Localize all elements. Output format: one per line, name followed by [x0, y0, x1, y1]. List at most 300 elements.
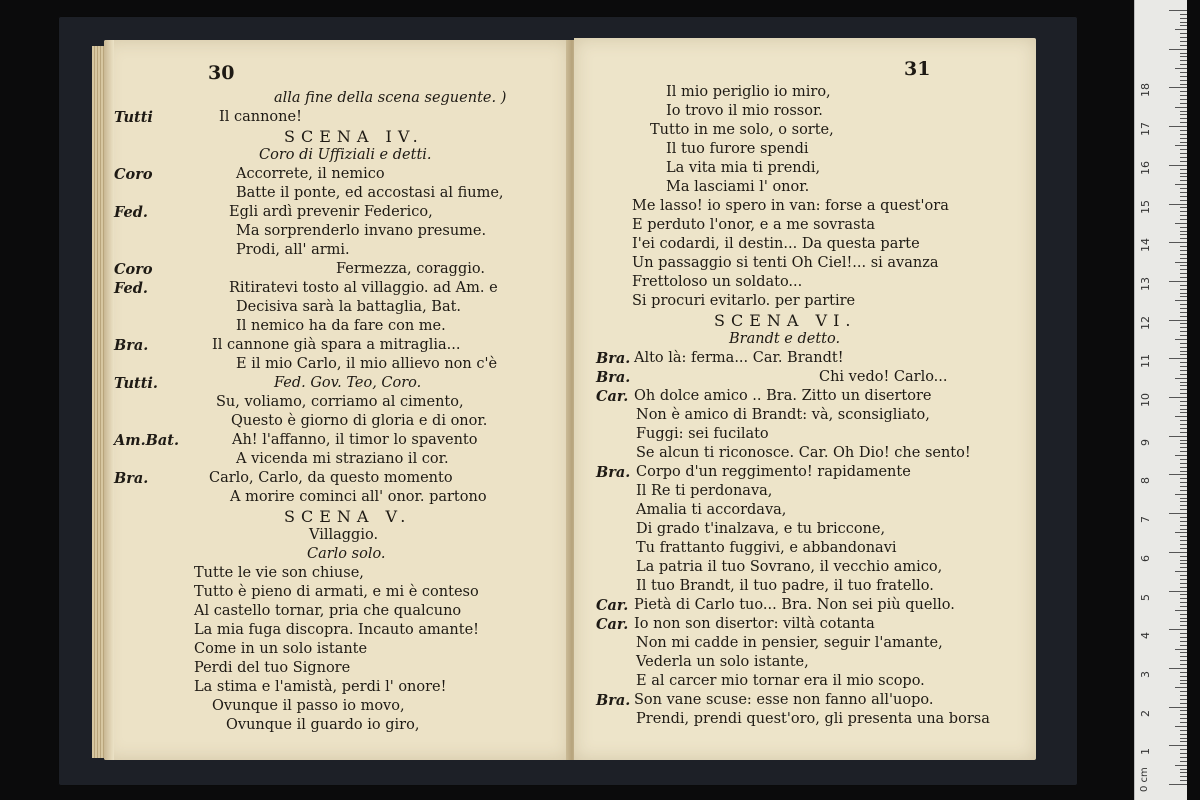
ruler-tick	[1180, 664, 1187, 665]
speaker-label: Bra.	[114, 470, 149, 487]
text-line: Il Re ti perdonava,	[636, 483, 773, 499]
ruler-tick	[1180, 173, 1187, 174]
ruler-tick	[1180, 525, 1187, 526]
ruler-label: 14	[1139, 238, 1152, 253]
ruler-label: 4	[1139, 632, 1152, 640]
ruler-tick	[1169, 10, 1187, 11]
ruler-tick	[1180, 772, 1187, 773]
ruler-tick	[1169, 126, 1187, 127]
ruler-tick	[1180, 316, 1187, 317]
ruler-tick	[1180, 606, 1187, 607]
ruler-label: 16	[1139, 160, 1152, 175]
ruler-tick	[1180, 196, 1187, 197]
ruler-tick	[1180, 331, 1187, 332]
ruler-tick	[1180, 463, 1187, 464]
ruler-tick	[1180, 188, 1187, 189]
ruler-tick	[1180, 277, 1187, 278]
ruler-tick	[1180, 656, 1187, 657]
ruler-tick	[1180, 560, 1187, 561]
ruler-tick	[1180, 490, 1187, 491]
ruler-tick	[1180, 304, 1187, 305]
text-line: Questo è giorno di gloria e di onor.	[231, 413, 488, 429]
ruler-tick	[1180, 459, 1187, 460]
ruler-label: 1	[1139, 748, 1152, 756]
speaker-label: Car.	[596, 388, 629, 405]
text-line: Brandt e detto.	[729, 331, 841, 347]
ruler-tick	[1180, 680, 1187, 681]
ruler-tick	[1180, 428, 1187, 429]
ruler-tick	[1180, 482, 1187, 483]
text-line: Amalia ti accordava,	[636, 502, 787, 518]
ruler-tick	[1169, 668, 1187, 669]
ruler-tick	[1175, 107, 1187, 108]
ruler-tick	[1180, 76, 1187, 77]
speaker-label: Am.Bat.	[114, 432, 180, 449]
ruler-tick	[1180, 211, 1187, 212]
ruler-tick	[1180, 370, 1187, 371]
ruler-tick	[1180, 505, 1187, 506]
ruler-tick	[1169, 707, 1187, 708]
ruler-tick	[1180, 335, 1187, 336]
ruler-label: 10	[1139, 393, 1152, 407]
text-line: Carlo solo.	[307, 546, 386, 562]
text-line: La stima e l'amistà, perdi l' onore!	[194, 679, 447, 695]
ruler-tick	[1180, 741, 1187, 742]
speaker-label: Bra.	[114, 337, 149, 354]
ruler-tick	[1180, 660, 1187, 661]
ruler-tick	[1180, 312, 1187, 313]
ruler-tick	[1180, 45, 1187, 46]
text-line: Corpo d'un reggimento! rapidamente	[636, 464, 911, 480]
ruler-tick	[1180, 169, 1187, 170]
ruler-tick	[1180, 540, 1187, 541]
ruler-tick	[1180, 420, 1187, 421]
text-line: Il cannone!	[219, 109, 302, 125]
ruler-tick	[1180, 517, 1187, 518]
scene-heading: SCENA V.	[284, 507, 412, 526]
ruler-tick	[1180, 424, 1187, 425]
ruler-label: 7	[1139, 516, 1152, 524]
ruler-tick	[1180, 579, 1187, 580]
ruler-label: 5	[1139, 593, 1152, 601]
ruler-tick	[1180, 730, 1187, 731]
ruler-tick	[1175, 223, 1187, 224]
ruler-label: 8	[1139, 477, 1152, 485]
ruler-tick	[1180, 207, 1187, 208]
ruler-tick	[1180, 389, 1187, 390]
ruler-tick	[1180, 327, 1187, 328]
ruler-tick	[1180, 227, 1187, 228]
ruler-tick	[1180, 451, 1187, 452]
ruler-tick	[1180, 103, 1187, 104]
ruler-tick	[1180, 625, 1187, 626]
text-line: Me lasso! io spero in van: forse a quest'ora	[632, 198, 949, 214]
ruler-tick	[1180, 618, 1187, 619]
ruler-tick	[1180, 633, 1187, 634]
ruler-tick	[1180, 343, 1187, 344]
text-line: Carlo, Carlo, da questo momento	[209, 470, 453, 486]
ruler-tick	[1169, 49, 1187, 50]
text-line: Non è amico di Brandt: và, sconsigliato,	[636, 407, 930, 423]
text-line: Ovunque il passo io movo,	[212, 698, 405, 714]
ruler-tick	[1180, 323, 1187, 324]
text-line: Villaggio.	[309, 527, 379, 543]
ruler-tick	[1180, 130, 1187, 131]
ruler-tick	[1180, 64, 1187, 65]
ruler-tick	[1180, 60, 1187, 61]
ruler-tick	[1180, 269, 1187, 270]
ruler-tick	[1180, 215, 1187, 216]
text-line: Un passaggio si tenti Oh Ciel!... si avanza	[632, 255, 939, 271]
ruler-tick	[1180, 703, 1187, 704]
text-line: Tutto è pieno di armati, e mi è conteso	[194, 584, 479, 600]
ruler-tick	[1180, 72, 1187, 73]
text-line: Si procuri evitarlo. per partire	[632, 293, 856, 309]
text-line: Pietà di Carlo tuo... Bra. Non sei più quello.	[634, 597, 955, 613]
ruler-tick	[1175, 378, 1187, 379]
ruler-tick	[1180, 563, 1187, 564]
ruler-tick	[1180, 347, 1187, 348]
text-line: Son vane scuse: esse non fanno all'uopo.	[634, 692, 934, 708]
ruler-tick	[1169, 436, 1187, 437]
ruler-tick	[1180, 138, 1187, 139]
ruler-tick	[1180, 149, 1187, 150]
ruler-tick	[1180, 710, 1187, 711]
text-line: alla fine della scena seguente. )	[274, 90, 507, 106]
ruler-tick	[1180, 769, 1187, 770]
ruler-tick	[1180, 753, 1187, 754]
text-line: Decisiva sarà la battaglia, Bat.	[236, 299, 462, 315]
ruler-label: 11	[1139, 354, 1152, 369]
ruler-tick	[1180, 614, 1187, 615]
ruler-tick	[1180, 293, 1187, 294]
speaker-label: Coro	[114, 261, 153, 278]
ruler-tick	[1169, 474, 1187, 475]
ruler-tick	[1180, 91, 1187, 92]
speaker-label: Car.	[596, 616, 629, 633]
ruler-label: 9	[1139, 438, 1152, 446]
ruler-tick	[1180, 699, 1187, 700]
ruler-tick	[1175, 455, 1187, 456]
ruler-tick	[1180, 362, 1187, 363]
speaker-label: Bra.	[596, 464, 631, 481]
ruler-tick	[1180, 637, 1187, 638]
text-line: A vicenda mi straziano il cor.	[236, 451, 449, 467]
ruler-tick	[1180, 621, 1187, 622]
ruler-tick	[1180, 134, 1187, 135]
text-line: Chi vedo! Carlo...	[819, 369, 948, 385]
ruler-tick	[1180, 180, 1187, 181]
left-page	[104, 40, 570, 760]
ruler-tick	[1180, 95, 1187, 96]
ruler-tick	[1180, 780, 1187, 781]
ruler-tick	[1180, 238, 1187, 239]
text-line: Perdi del tuo Signore	[194, 660, 351, 676]
ruler-tick	[1180, 683, 1187, 684]
text-line: Oh dolce amico .. Bra. Zitto un disertore	[634, 388, 932, 404]
ruler-tick	[1175, 494, 1187, 495]
text-line: Ovunque il guardo io giro,	[226, 717, 420, 733]
ruler-tick	[1175, 532, 1187, 533]
ruler-tick	[1169, 784, 1187, 785]
ruler-tick	[1169, 358, 1187, 359]
text-line: Prendi, prendi quest'oro, gli presenta una borsa	[636, 711, 990, 727]
ruler-tick	[1180, 308, 1187, 309]
ruler-tick	[1180, 99, 1187, 100]
scene-heading: SCENA IV.	[284, 127, 424, 146]
ruler-tick	[1180, 641, 1187, 642]
ruler-tick	[1169, 242, 1187, 243]
text-line: Frettoloso un soldato...	[632, 274, 803, 290]
text-line: Io non son disertor: viltà cotanta	[634, 616, 875, 632]
ruler-tick	[1180, 176, 1187, 177]
text-line: E perduto l'onor, e a me sovrasta	[632, 217, 875, 233]
ruler-tick	[1180, 691, 1187, 692]
text-line: Di grado t'inalzava, e tu briccone,	[636, 521, 886, 537]
ruler-tick	[1180, 401, 1187, 402]
ruler-tick	[1180, 722, 1187, 723]
ruler-tick	[1180, 672, 1187, 673]
ruler-tick	[1175, 339, 1187, 340]
ruler-tick	[1180, 471, 1187, 472]
ruler-tick	[1180, 652, 1187, 653]
ruler-tick	[1180, 501, 1187, 502]
ruler-tick	[1180, 265, 1187, 266]
ruler-tick	[1175, 687, 1187, 688]
ruler-tick	[1180, 714, 1187, 715]
text-line: Ritiratevi tosto al villaggio. ad Am. e	[229, 280, 498, 296]
ruler-tick	[1180, 478, 1187, 479]
ruler-tick	[1180, 718, 1187, 719]
text-line: Tutte le vie son chiuse,	[194, 565, 364, 581]
ruler-tick	[1180, 289, 1187, 290]
ruler-tick	[1180, 200, 1187, 201]
text-line: Se alcun ti riconosce. Car. Oh Dio! che sento!	[636, 445, 971, 461]
text-line: Al castello tornar, pria che qualcuno	[194, 603, 462, 619]
text-line: Fed. Gov. Teo, Coro.	[274, 375, 422, 391]
ruler-tick	[1180, 498, 1187, 499]
ruler-tick	[1180, 250, 1187, 251]
ruler-tick	[1180, 56, 1187, 57]
ruler-tick	[1169, 320, 1187, 321]
text-line: Il nemico ha da fare con me.	[236, 318, 446, 334]
ruler-tick	[1180, 676, 1187, 677]
speaker-label: Coro	[114, 166, 153, 183]
speaker-label: Bra.	[596, 692, 631, 709]
speaker-label: Fed.	[114, 204, 148, 221]
text-line: La patria il tuo Sovrano, il vecchio amico,	[636, 559, 943, 575]
ruler-tick	[1180, 529, 1187, 530]
text-line: Egli ardì prevenir Federico,	[229, 204, 433, 220]
ruler-tick	[1180, 231, 1187, 232]
text-line: Prodi, all' armi.	[236, 242, 350, 258]
ruler-tick	[1180, 366, 1187, 367]
ruler-tick	[1180, 374, 1187, 375]
text-line: Vederla un solo istante,	[636, 654, 809, 670]
ruler-tick	[1180, 234, 1187, 235]
ruler-tick	[1180, 598, 1187, 599]
ruler-tick	[1175, 416, 1187, 417]
text-line: Batte il ponte, ed accostasi al fiume,	[236, 185, 504, 201]
speaker-label: Car.	[596, 597, 629, 614]
ruler-tick	[1180, 409, 1187, 410]
ruler-tick	[1180, 18, 1187, 19]
ruler-tick	[1175, 765, 1187, 766]
speaker-label: Tutti	[114, 109, 153, 126]
ruler-label: 6	[1139, 554, 1152, 562]
ruler-label: 17	[1139, 122, 1152, 137]
ruler-tick	[1180, 587, 1187, 588]
ruler-tick	[1180, 41, 1187, 42]
ruler-tick	[1180, 351, 1187, 352]
ruler-label: 3	[1139, 670, 1152, 678]
ruler-tick	[1180, 738, 1187, 739]
ruler-tick	[1169, 513, 1187, 514]
text-line: Su, voliamo, corriamo al cimento,	[216, 394, 464, 410]
ruler-tick	[1180, 153, 1187, 154]
text-line: Alto là: ferma... Car. Brandt!	[634, 350, 844, 366]
ruler-tick	[1180, 645, 1187, 646]
ruler-tick	[1169, 629, 1187, 630]
ruler-tick	[1180, 84, 1187, 85]
ruler-tick	[1175, 184, 1187, 185]
ruler-tick	[1180, 118, 1187, 119]
ruler-label: 12	[1139, 315, 1152, 330]
right-page	[574, 38, 1036, 760]
text-line: Il tuo Brandt, il tuo padre, il tuo fratello.	[636, 578, 934, 594]
text-line: I'ei codardi, il destin... Da questa parte	[632, 236, 920, 252]
ruler-tick	[1180, 354, 1187, 355]
ruler-tick	[1175, 68, 1187, 69]
text-line: Come in un solo istante	[194, 641, 368, 657]
ruler-tick	[1175, 571, 1187, 572]
measuring-ruler	[1134, 0, 1187, 800]
ruler-tick	[1180, 583, 1187, 584]
ruler-tick	[1180, 157, 1187, 158]
ruler-tick	[1180, 602, 1187, 603]
ruler-tick	[1180, 111, 1187, 112]
ruler-tick	[1169, 281, 1187, 282]
ruler-tick	[1175, 145, 1187, 146]
ruler-tick	[1169, 745, 1187, 746]
ruler-tick	[1180, 544, 1187, 545]
text-line: Il cannone già spara a mitraglia...	[212, 337, 461, 353]
ruler-tick	[1180, 273, 1187, 274]
ruler-tick	[1180, 122, 1187, 123]
ruler-tick	[1175, 610, 1187, 611]
ruler-tick	[1169, 552, 1187, 553]
text-line: Ma sorprenderlo invano presume.	[236, 223, 487, 239]
ruler-tick	[1175, 649, 1187, 650]
ruler-tick	[1180, 296, 1187, 297]
text-line: Fermezza, coraggio.	[336, 261, 485, 277]
ruler-tick	[1169, 165, 1187, 166]
ruler-tick	[1169, 397, 1187, 398]
ruler-tick	[1180, 734, 1187, 735]
ruler-tick	[1180, 486, 1187, 487]
ruler-tick	[1175, 300, 1187, 301]
text-line: Il mio periglio io miro,	[666, 84, 831, 100]
ruler-tick	[1180, 757, 1187, 758]
text-line: La vita mia ti prendi,	[666, 160, 821, 176]
text-line: Tu frattanto fuggivi, e abbandonavi	[636, 540, 897, 556]
scene-heading: SCENA VI.	[714, 311, 857, 330]
ruler-tick	[1180, 80, 1187, 81]
ruler-tick	[1180, 33, 1187, 34]
text-line: Ah! l'affanno, il timor lo spavento	[232, 432, 478, 448]
text-line: Non mi cadde in pensier, seguir l'amante,	[636, 635, 943, 651]
ruler-tick	[1180, 254, 1187, 255]
text-line: A morire cominci all' onor. partono	[230, 489, 487, 505]
text-line: E il mio Carlo, il mio allievo non c'è	[236, 356, 498, 372]
ruler-tick	[1180, 258, 1187, 259]
ruler-tick	[1180, 114, 1187, 115]
ruler-tick	[1180, 521, 1187, 522]
ruler-tick	[1180, 393, 1187, 394]
ruler-tick	[1180, 219, 1187, 220]
ruler-tick	[1180, 575, 1187, 576]
ruler-tick	[1180, 536, 1187, 537]
ruler-tick	[1180, 695, 1187, 696]
ruler-tick	[1180, 749, 1187, 750]
ruler-tick	[1180, 385, 1187, 386]
text-line: Il tuo furore spendi	[666, 141, 809, 157]
ruler-tick	[1169, 204, 1187, 205]
ruler-tick	[1180, 37, 1187, 38]
speaker-label: Fed.	[114, 280, 148, 297]
left-page-number: 30	[208, 62, 235, 84]
ruler-tick	[1180, 467, 1187, 468]
ruler-tick	[1180, 382, 1187, 383]
text-line: E al carcer mio tornar era il mio scopo.	[636, 673, 925, 689]
ruler-tick	[1180, 548, 1187, 549]
ruler-tick	[1180, 567, 1187, 568]
ruler-tick	[1169, 591, 1187, 592]
ruler-tick	[1180, 594, 1187, 595]
ruler-tick	[1180, 246, 1187, 247]
ruler-label: 18	[1139, 83, 1152, 98]
ruler-tick	[1175, 262, 1187, 263]
ruler-tick	[1180, 192, 1187, 193]
ruler-tick	[1180, 161, 1187, 162]
ruler-tick	[1180, 53, 1187, 54]
ruler-tick	[1169, 87, 1187, 88]
ruler-tick	[1180, 412, 1187, 413]
ruler-tick	[1180, 776, 1187, 777]
ruler-unit-label: 0 cm	[1139, 767, 1150, 792]
ruler-tick	[1175, 726, 1187, 727]
text-line: La mia fuga discopra. Incauto amante!	[194, 622, 480, 638]
ruler-tick	[1180, 432, 1187, 433]
ruler-tick	[1180, 405, 1187, 406]
ruler-label: 15	[1139, 199, 1152, 214]
ruler-tick	[1180, 509, 1187, 510]
ruler-tick	[1180, 761, 1187, 762]
ruler-tick	[1180, 447, 1187, 448]
speaker-label: Bra.	[596, 369, 631, 386]
right-page-number: 31	[904, 58, 931, 80]
ruler-tick	[1180, 440, 1187, 441]
ruler-tick	[1180, 22, 1187, 23]
ruler-tick	[1175, 29, 1187, 30]
text-line: Coro di Uffiziali e detti.	[259, 147, 432, 163]
ruler-label: 2	[1139, 709, 1152, 717]
speaker-label: Tutti.	[114, 375, 158, 392]
ruler-tick	[1180, 14, 1187, 15]
text-line: Tutto in me solo, o sorte,	[650, 122, 834, 138]
ruler-label: 13	[1139, 276, 1152, 291]
ruler-tick	[1180, 285, 1187, 286]
